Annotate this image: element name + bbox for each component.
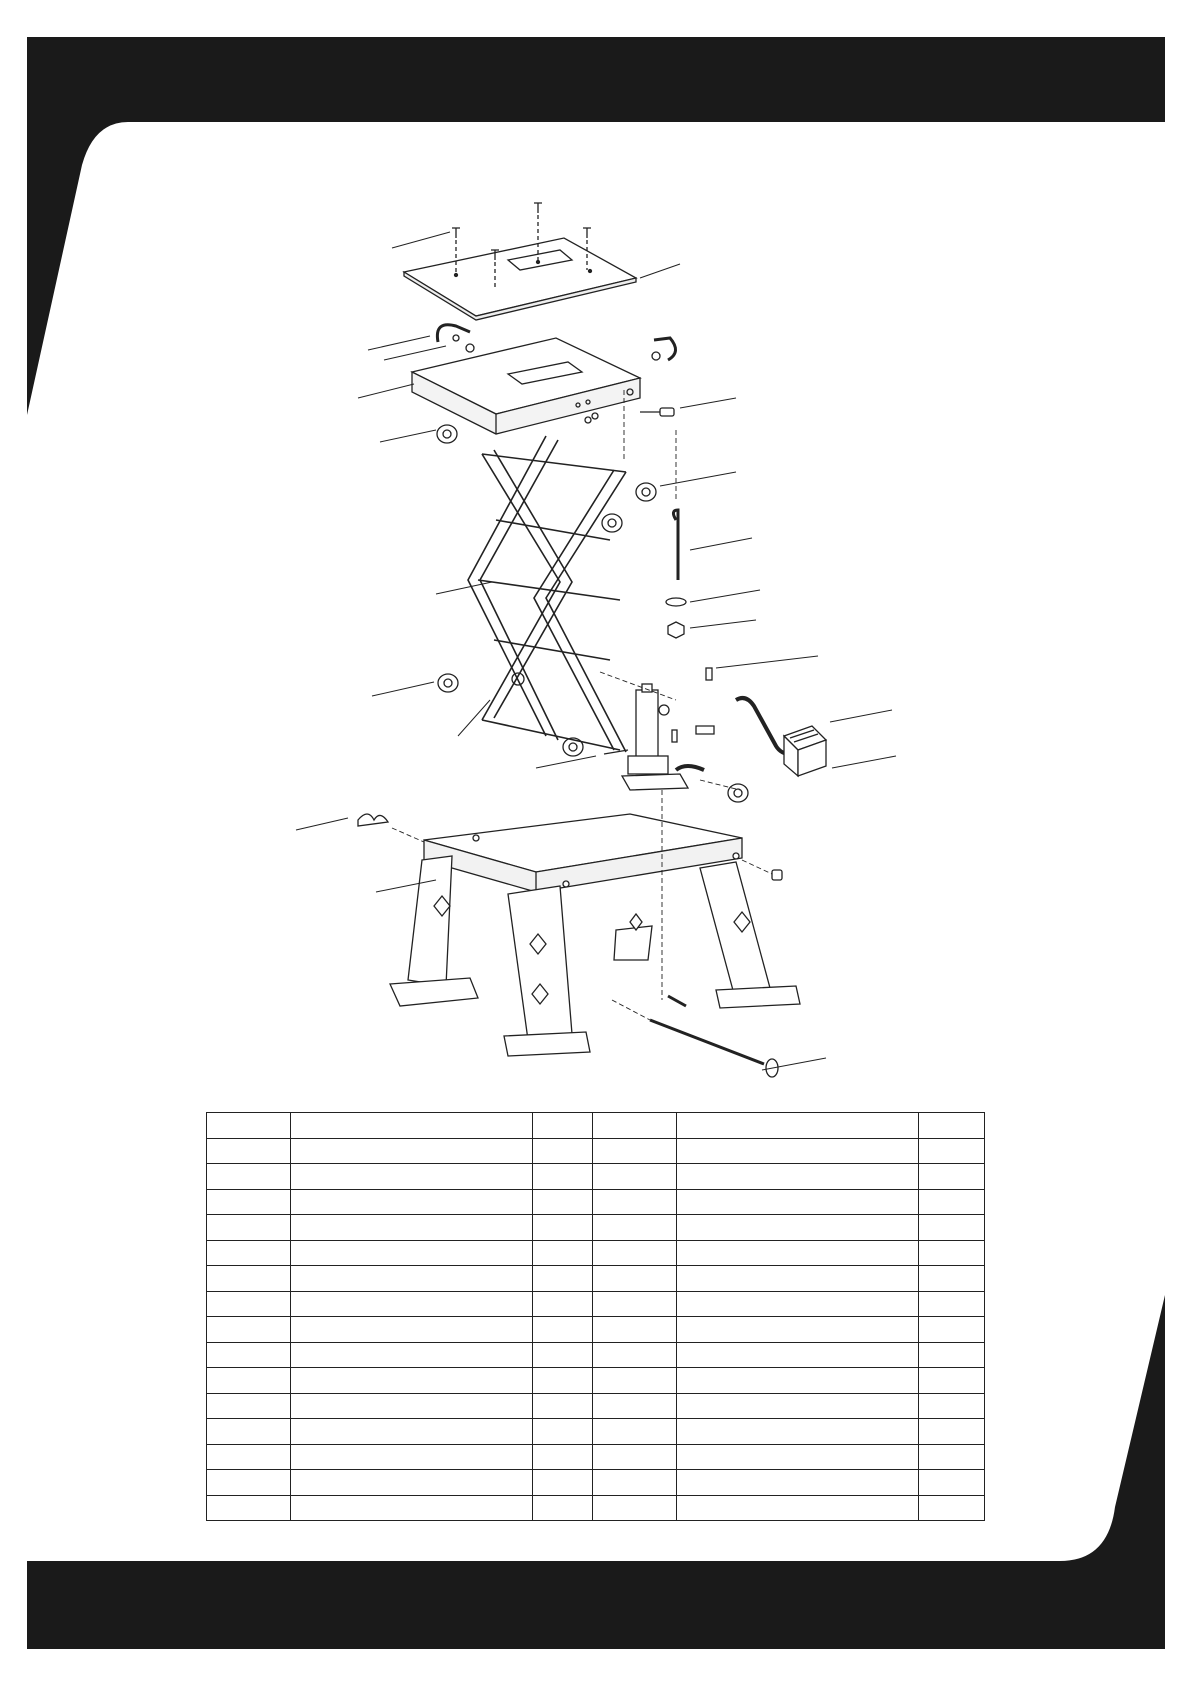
table-cell [533,1368,593,1394]
table-cell [291,1444,533,1470]
parts-table-body [207,1113,985,1521]
table-cell [291,1393,533,1419]
table-cell [677,1266,919,1292]
table-cell [677,1368,919,1394]
table-cell [919,1291,985,1317]
table-cell [677,1291,919,1317]
table-cell [207,1215,291,1241]
table-cell [291,1291,533,1317]
pivot-bolt [696,726,714,734]
table-row [207,1368,985,1394]
table-row [207,1470,985,1496]
table-cell [207,1368,291,1394]
table-cell [533,1291,593,1317]
table-cell [919,1113,985,1139]
table-cell [533,1189,593,1215]
table-row [207,1317,985,1343]
table-cell [207,1240,291,1266]
parts-table [206,1112,985,1521]
table-row [207,1342,985,1368]
table-cell [677,1215,919,1241]
table-cell [919,1419,985,1445]
table-cell [207,1113,291,1139]
table-cell [533,1342,593,1368]
table-cell [207,1189,291,1215]
table-cell [677,1470,919,1496]
table-cell [533,1240,593,1266]
table-cell [533,1495,593,1521]
table-cell [593,1495,677,1521]
table-cell [919,1342,985,1368]
table-cell [291,1495,533,1521]
table-cell [533,1419,593,1445]
table-cell [207,1495,291,1521]
table-cell [677,1393,919,1419]
table-row [207,1240,985,1266]
table-cell [593,1470,677,1496]
table-cell [677,1419,919,1445]
table-cell [677,1342,919,1368]
table-cell [919,1240,985,1266]
table-cell [291,1470,533,1496]
table-row [207,1215,985,1241]
table-cell [919,1470,985,1496]
table-cell [533,1317,593,1343]
table-cell [533,1113,593,1139]
table-cell [291,1419,533,1445]
table-cell [207,1470,291,1496]
table-cell [207,1138,291,1164]
table-cell [207,1317,291,1343]
table-cell [677,1495,919,1521]
table-cell [593,1444,677,1470]
table-cell [533,1138,593,1164]
table-cell [291,1317,533,1343]
table-cell [533,1444,593,1470]
table-cell [207,1342,291,1368]
table-cell [919,1215,985,1241]
table-cell [593,1215,677,1241]
table-cell [919,1368,985,1394]
table-cell [207,1164,291,1190]
table-cell [919,1164,985,1190]
table-cell [291,1164,533,1190]
table-row [207,1189,985,1215]
table-cell [207,1419,291,1445]
foot-pedal [784,726,826,776]
table-cell [593,1240,677,1266]
table-cell [533,1393,593,1419]
table-cell [593,1317,677,1343]
knob [668,622,684,638]
table-cell [677,1317,919,1343]
table-row [207,1419,985,1445]
table-row [207,1291,985,1317]
table-cell [291,1240,533,1266]
table-cell [919,1495,985,1521]
table-row [207,1113,985,1139]
table-cell [207,1393,291,1419]
table-cell [593,1113,677,1139]
table-cell [919,1317,985,1343]
table-cell [919,1444,985,1470]
table-cell [533,1266,593,1292]
table-cell [291,1113,533,1139]
table-row [207,1266,985,1292]
table-cell [291,1189,533,1215]
table-cell [919,1393,985,1419]
table-cell [533,1470,593,1496]
table-cell [593,1419,677,1445]
table-row [207,1164,985,1190]
table-cell [207,1291,291,1317]
table-row [207,1138,985,1164]
table-cell [291,1342,533,1368]
table-cell [291,1138,533,1164]
table-cell [533,1215,593,1241]
table-cell [677,1138,919,1164]
table-row [207,1444,985,1470]
table-row [207,1495,985,1521]
table-cell [593,1189,677,1215]
table-cell [593,1368,677,1394]
table-cell [533,1164,593,1190]
table-cell [207,1444,291,1470]
table-cell [593,1266,677,1292]
table-cell [593,1138,677,1164]
table-cell [919,1266,985,1292]
table-cell [677,1189,919,1215]
table-cell [593,1291,677,1317]
table-cell [593,1164,677,1190]
table-row [207,1393,985,1419]
table-cell [677,1444,919,1470]
table-cell [593,1393,677,1419]
table-cell [677,1164,919,1190]
table-cell [207,1266,291,1292]
table-cell [593,1342,677,1368]
table-cell [919,1138,985,1164]
table-cell [677,1113,919,1139]
table-cell [919,1189,985,1215]
table-cell [291,1368,533,1394]
table-cell [291,1215,533,1241]
table-cell [291,1266,533,1292]
table-cell [677,1240,919,1266]
